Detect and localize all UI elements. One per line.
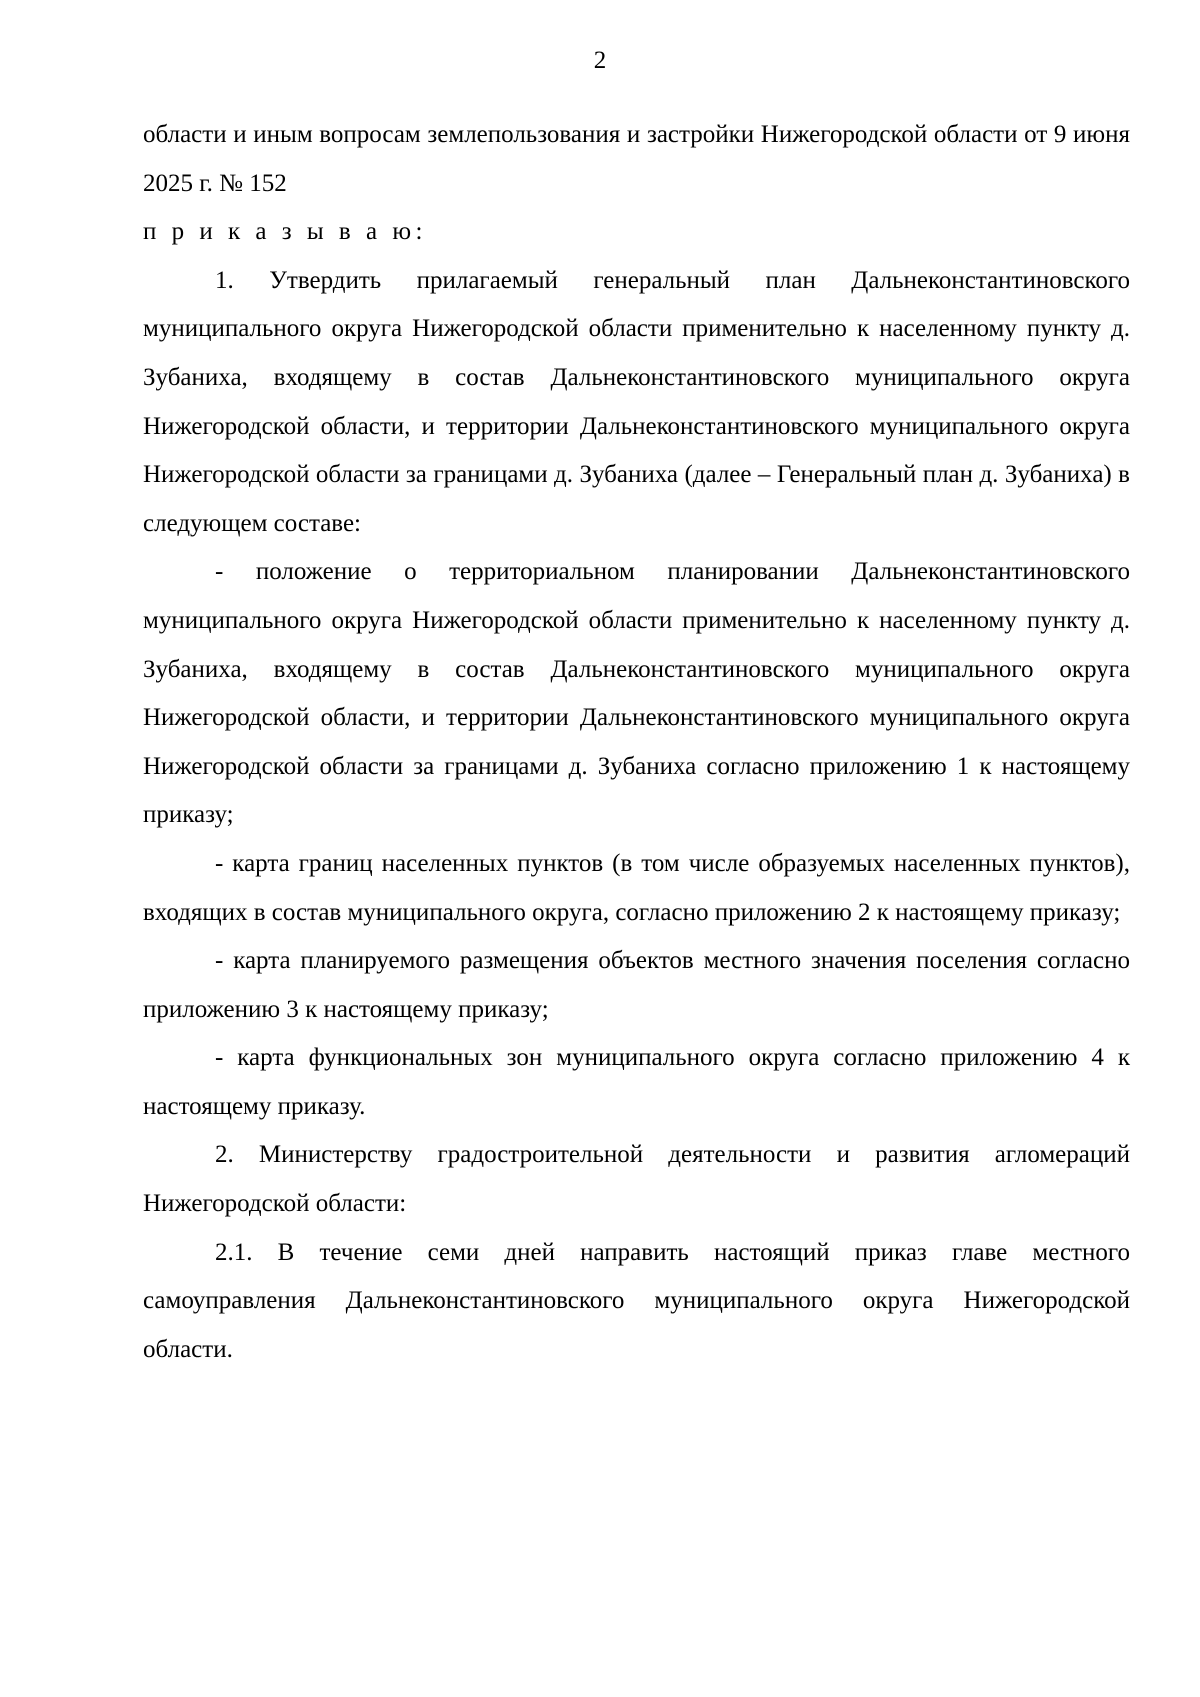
- paragraph-item-1-sub-1: - положение о территориальном планировании Дальнеконстантиновского муниципального округа Нижегородской области применительно к населенному пункту д. Зубаниха, входящему в состав Дальнеконстантиновского муниципального округа Нижегородской области, и территории Дальнеконстантиновского муниципального округа Нижегородской области за границами д. Зубаниха согласно приложению 1 к настоящему приказу;: [143, 558, 1130, 829]
- paragraph-item-1-sub-2: - карта границ населенных пунктов (в том числе образуемых населенных пунктов), входящих в состав муниципального округа, согласно приложению 2 к настоящему приказу;: [143, 849, 1130, 926]
- document-body: [143, 111, 1130, 1374]
- paragraph-item-1: 1. Утвердить прилагаемый генеральный план Дальнеконстантиновского муниципального округа Нижегородской области применительно к населенному пункту д. Зубаниха, входящему в состав Дальнеконстантиновского муниципального округа Нижегородской области, и территории Дальнеконстантиновского муниципального округа Нижегородской области за границами д. Зубаниха (далее – Генеральный план д. Зубаниха) в следующем составе:: [143, 266, 1130, 537]
- paragraph-order-word: п р и к а з ы в а ю:: [143, 218, 427, 246]
- paragraph-item-2-1: 2.1. В течение семи дней направить настоящий приказ главе местного самоуправления Дальнеконстантиновского муниципального округа Нижегородской области.: [143, 1238, 1130, 1363]
- paragraph-preamble-end: области и иным вопросам землепользования и застройки Нижегородской области от 9 июня 2025 г. № 152: [143, 121, 1130, 197]
- paragraph-item-1-sub-4: - карта функциональных зон муниципального округа согласно приложению 4 к настоящему приказу.: [143, 1044, 1130, 1120]
- paragraph-item-2: 2. Министерству градостроительной деятельности и развития агломераций Нижегородской области:: [143, 1141, 1130, 1218]
- page-number: 2: [593, 47, 607, 74]
- paragraph-item-1-sub-3: - карта планируемого размещения объектов местного значения поселения согласно приложению 3 к настоящему приказу;: [143, 947, 1130, 1023]
